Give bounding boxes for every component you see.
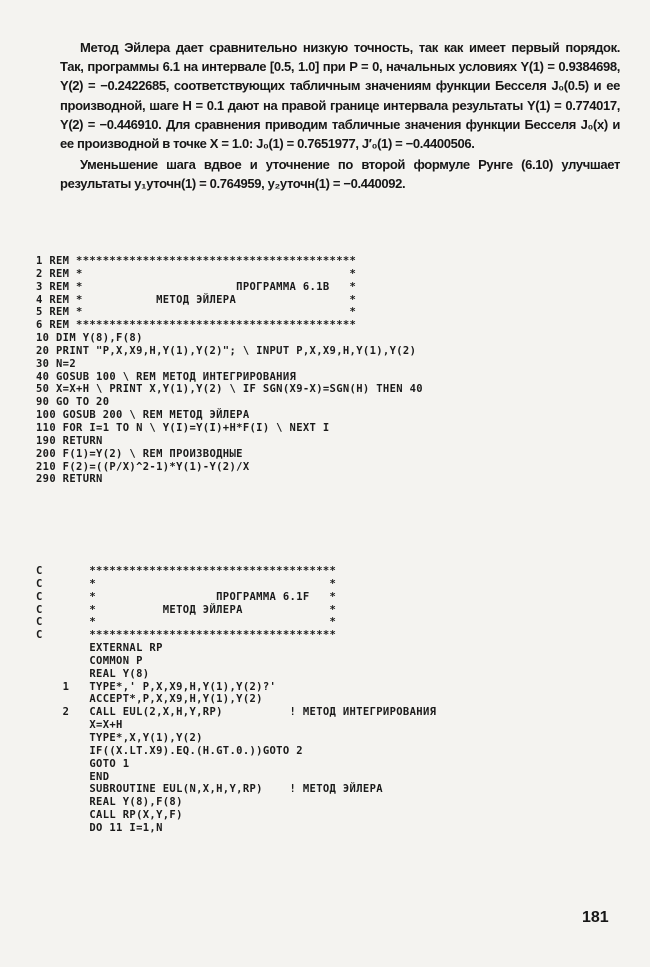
basic-code-line: 30 N=2: [36, 357, 77, 370]
basic-code-line: 6 REM ******************************************: [36, 319, 357, 332]
body-text: [60, 38, 620, 194]
paragraph-euler-accuracy: Метод Эйлера дает сравнительно низкую точность, так как имеет первый порядок. Так, программы 6.1 на интервале [0.5, 1.0] при P = 0, начальных условиях Y(1) = 0.9384698, Y(2) = −0.2422685, соответствующих табличным значениям функции Бесселя J₀(0.5) и ее производной, шаге H = 0.1 дают на правой границе интервала результаты Y(1) = 0.774017, Y(2) = −0.446910. Для сравнения приводим табличные значения функции Бесселя J₀(x) и ее производной в точке X = 1.0: J₀(1) = 0.7651977, J′₀(1) = −0.4400506.: [60, 40, 620, 152]
basic-code-line: 3 REM * ПРОГРАММА 6.1B *: [36, 280, 357, 293]
basic-code-line: 50 X=X+H \ PRINT X,Y(1),Y(2) \ IF SGN(X9-X)=SGN(H) THEN 40: [36, 383, 423, 396]
fortran-code-line: 1 TYPE*,' P,X,X9,H,Y(1),Y(2)?': [62, 680, 277, 693]
basic-code-line: 20 PRINT "P,X,X9,H,Y(1),Y(2)"; \ INPUT P,X,X9,H,Y(1),Y(2): [36, 344, 417, 357]
fortran-code-line: ACCEPT*,P,X,X9,H,Y(1),Y(2): [89, 693, 263, 706]
basic-code-line: 4 REM * МЕТОД ЭЙЛЕРА *: [36, 293, 357, 306]
fortran-code-line: C *************************************: [36, 565, 337, 577]
fortran-program-listing: [36, 565, 436, 835]
basic-code-line: 2 REM * *: [36, 267, 357, 280]
fortran-code-line: C * МЕТОД ЭЙЛЕРА *: [36, 603, 337, 616]
fortran-code-line: CALL RP(X,Y,F): [89, 809, 183, 822]
fortran-code-line: DO 11 I=1,N: [89, 821, 163, 834]
basic-code-line: 290 RETURN: [36, 473, 103, 486]
basic-program-listing: [36, 255, 423, 486]
fortran-code-line: TYPE*,X,Y(1),Y(2): [89, 731, 203, 744]
fortran-code-line: 2 CALL EUL(2,X,H,Y,RP) ! МЕТОД ИНТЕГРИРОВАНИЯ: [62, 706, 437, 719]
basic-code-line: 10 DIM Y(8),F(8): [36, 332, 143, 345]
fortran-code-line: EXTERNAL RP: [89, 642, 163, 655]
fortran-code-line: C *************************************: [36, 629, 337, 642]
basic-code-line: 5 REM * *: [36, 306, 357, 319]
paragraph-runge-refinement: Уменьшение шага вдвое и уточнение по второй формуле Рунге (6.10) улучшает результаты y₁уточн(1) = 0.764959, y₂уточн(1) = −0.440092.: [60, 157, 620, 192]
basic-code-line: 40 GOSUB 100 \ REM МЕТОД ИНТЕГРИРОВАНИЯ: [36, 370, 297, 383]
basic-code-line: 90 GO TO 20: [36, 396, 110, 409]
page-number: 181: [582, 909, 609, 926]
fortran-code-line: GOTO 1: [89, 757, 130, 770]
basic-code-line: 210 F(2)=((P/X)^2-1)*Y(1)-Y(2)/X: [36, 460, 250, 473]
fortran-code-line: C * ПРОГРАММА 6.1F *: [36, 590, 337, 603]
basic-code-line: 200 F(1)=Y(2) \ REM ПРОИЗВОДНЫЕ: [36, 447, 243, 460]
fortran-code-line: C * *: [36, 577, 337, 590]
basic-code-line: 100 GOSUB 200 \ REM МЕТОД ЭЙЛЕРА: [36, 409, 250, 422]
basic-code-line: 190 RETURN: [36, 434, 103, 447]
fortran-code-line: REAL Y(8): [89, 667, 150, 680]
fortran-code-line: SUBROUTINE EUL(N,X,H,Y,RP) ! МЕТОД ЭЙЛЕРА: [89, 783, 383, 796]
fortran-code-line: REAL Y(8),F(8): [89, 796, 183, 809]
fortran-code-line: X=X+H: [89, 719, 123, 732]
fortran-code-line: END: [89, 770, 110, 783]
basic-code-line: 1 REM ******************************************: [36, 255, 357, 267]
fortran-code-line: C * *: [36, 616, 337, 629]
basic-code-line: 110 FOR I=1 TO N \ Y(I)=Y(I)+H*F(I) \ NEXT I: [36, 421, 330, 434]
fortran-code-line: COMMON P: [89, 654, 143, 667]
fortran-code-line: IF((X.LT.X9).EQ.(H.GT.0.))GOTO 2: [89, 744, 303, 757]
